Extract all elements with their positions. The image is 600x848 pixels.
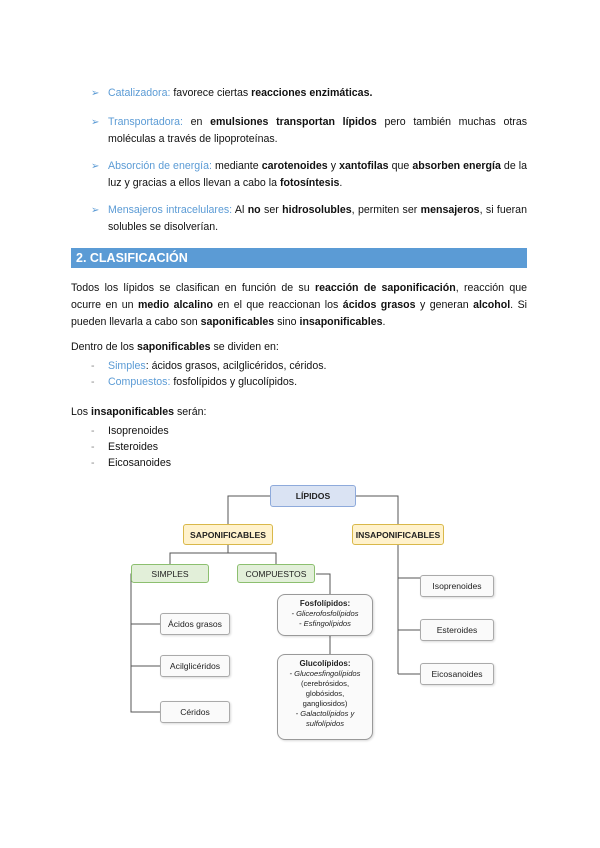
list-item: - Isoprenoides xyxy=(91,425,169,437)
connector-root-insapo xyxy=(356,496,398,524)
diagram-node-saponificables: SAPONIFICABLES xyxy=(183,524,273,545)
function-item-absorcion: ➢ Absorción de energía: mediante carotenoides y xantofilas que absorben energía de la luz y gracias a ellos llevan a cabo la fotosíntesis. xyxy=(91,160,528,189)
function-term: Transportadora: xyxy=(108,116,183,128)
connector-sapo-compuestos xyxy=(228,553,276,564)
diagram-node-compuestos: COMPUESTOS xyxy=(237,564,315,583)
function-item-transportadora: ➢ Transportadora: en emulsiones transportan lípidos pero también muchas otras moléculas a través de lipoproteínas. xyxy=(91,116,528,145)
arrow-bullet-icon: ➢ xyxy=(91,88,100,99)
diagram-node-lipidos: LÍPIDOS xyxy=(270,485,356,507)
function-term: Catalizadora: xyxy=(108,87,171,99)
diagram-node-esteroides: Esteroides xyxy=(420,619,494,641)
connector-sapo-simples xyxy=(170,544,228,564)
diagram-node-fosfolipidos: Fosfolípidos: - Glicerofosfolípidos - Esfingolípidos xyxy=(277,594,373,636)
arrow-bullet-icon: ➢ xyxy=(91,117,100,128)
function-term: Absorción de energía: xyxy=(108,160,212,172)
arrow-bullet-icon: ➢ xyxy=(91,205,100,216)
section-heading: 2. CLASIFICACIÓN xyxy=(71,248,527,268)
list-item: - Simples: ácidos grasos, acilglicéridos, céridos. xyxy=(91,360,327,372)
diagram-node-glucolipidos: Glucolípidos: - Glucoesfingolípidos (cerebrósidos, globósidos, gangliosidos) - Galactolípidos y sulfolípidos xyxy=(277,654,373,740)
diagram-node-simples: SIMPLES xyxy=(131,564,209,583)
diagram-node-insaponificables: INSAPONIFICABLES xyxy=(352,524,444,545)
function-item-mensajeros: ➢ Mensajeros intracelulares: Al no ser hidrosolubles, permiten ser mensajeros, si fueran solubles se disolverían. xyxy=(91,204,527,233)
diagram-node-ceridos: Céridos xyxy=(160,701,230,723)
saponificables-lead: Dentro de los saponificables se dividen en: xyxy=(71,341,279,353)
list-item: - Eicosanoides xyxy=(91,457,172,469)
function-item-catalizadora: ➢ Catalizadora: favorece ciertas reacciones enzimáticas. xyxy=(91,85,527,102)
diagram-node-isoprenoides: Isoprenoides xyxy=(420,575,494,597)
connector-simples-children xyxy=(131,574,160,712)
diagram-node-eicosanoides: Eicosanoides xyxy=(420,663,494,685)
function-term: Mensajeros intracelulares: xyxy=(108,204,233,216)
list-item: - Esteroides xyxy=(91,441,159,453)
connector-root-sapo xyxy=(228,496,270,524)
diagram-node-acidos-grasos: Ácidos grasos xyxy=(160,613,230,635)
intro-paragraph: Todos los lípidos se clasifican en función de su reacción de saponificación, reacción que ocurre en un medio alcalino en el que reaccionan los ácidos grasos y generan alcohol. Si pueden llevarla a cabo son saponificables sino insaponificables. xyxy=(71,282,527,328)
diagram-node-acilgliceridos: Acilglicéridos xyxy=(160,655,230,677)
arrow-bullet-icon: ➢ xyxy=(91,161,100,172)
insaponificables-lead: Los insaponificables serán: xyxy=(71,406,207,418)
list-item: - Compuestos: fosfolípidos y glucolípidos. xyxy=(91,376,298,388)
connector-compuestos-children xyxy=(316,574,330,594)
